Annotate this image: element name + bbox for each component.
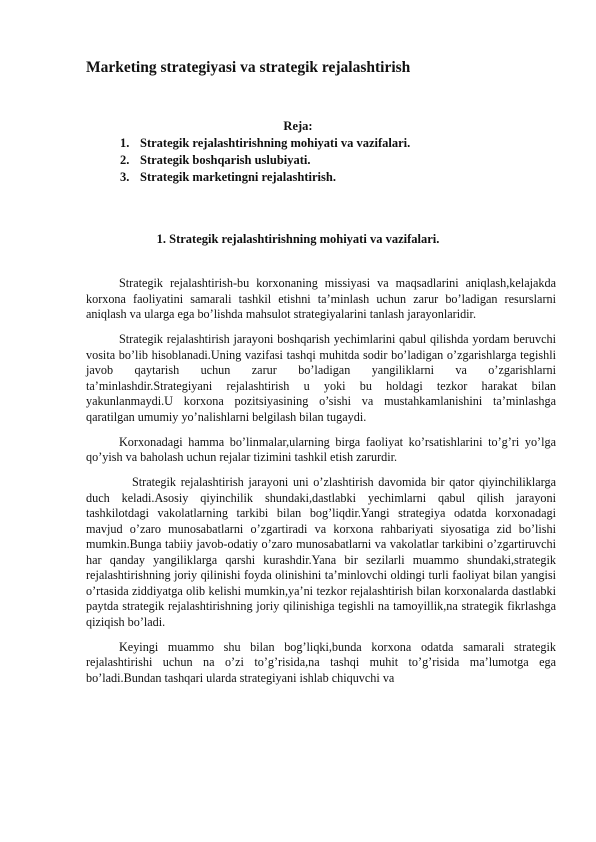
paragraph: Strategik rejalashtirish-bu korxonaning missiyasi va maqsadlarini aniqlash,kelajakda korxona faoliyatini samarali tashkil etishni ta’minlash uchun zarur bo’ladigan resurslarni aniqlash va ularga ega bo’lishda mahsulot strategiyalarini tanlash jarayonlaridir.: [86, 276, 556, 321]
plan-item: [120, 135, 410, 152]
paragraph: Strategik rejalashtirish jarayoni uni o’zlashtirish davomida bir qator qiyinchiliklarga duch keladi.Asosiy qiyinchilik shundaki,dastlabki yechimlarni qabul qilish jarayoni tashkilotdagi vakolatlarning tarkibi bilan bog’liqdir.Yangi strategiya odatda korxonadagi mavjud o’zaro munosabatlarni o’zgartiradi va korxona rahbariyati siyosatiga zid bo’lishi mumkin.Bunga tabiiy javob-odatiy o’zaro munosabatlarni va vakolatlar tarkibini o’zgartiruvchi har qanday yangiliklarga qarshi kurashdir.Yana bir sezilarli muammo shundaki,strategik rejalashtirishning joriy qilinishi foyda olinishini ta’minlovchi oldingi turli faoliyat bilan yangisi o’rtasida ziddiyatga olib kelishi mumkin,ya’ni tezkor rejalashtirish bilan korxonalarda dastlabki paytda strategik rejalashtirishning joriy qilinishiga tegishli na tamoyillik,na strategik fikrlashga qiziqish bo’ladi.: [86, 475, 556, 629]
paragraph: Keyingi muammo shu bilan bog’liqki,bunda korxona odatda samarali strategik rejalashtirishi uchun na o’zi to’g’risida,na tashqi muhit to’g’risida ma’lumotga ega bo’ladi.Bundan tashqari ularda strategiyani ishlab chiquvchi va: [86, 639, 556, 685]
plan-item: [120, 169, 410, 186]
paragraph: Strategik rejalashtirish jarayoni boshqarish yechimlarini qabul qilishda yordam beruvchi vosita bo’lib hisoblanadi.Uning vazifasi tashqi muhitda sodir bo’ladigan o’zgarishlarga tegishli javob qaytarish uchun zarur bo’ladigan yangiliklarni va o’zgarishlarni ta’minlashdir.Strategiyani rejalashtirish u yoki bu holdagi tezkor harakat bilan yakunlanmaydi.U korxona pozitsiyasining o’sishi va mustahkamlanishini ta’minlashga qaratilgan umumiy yo’nalishlarni belgilash bilan tugaydi.: [86, 332, 556, 424]
plan-item-text: Strategik rejalashtirishning mohiyati va vazifalari.: [140, 136, 411, 150]
body-text: [86, 276, 556, 696]
plan-item-number: 1.: [120, 136, 130, 150]
paragraph: Korxonadagi hamma bo’linmalar,ularning birga faoliyat ko’rsatishlarini to’g’ri yo’lga qo’yish va baholash uchun rejalar tizimini tashkil etish zarurdir.: [86, 434, 556, 464]
plan-item-number: 2.: [120, 153, 130, 167]
plan-heading: Reja:: [283, 119, 313, 133]
section-heading: 1. Strategik rejalashtirishning mohiyati va vazifalari.: [156, 232, 440, 246]
plan-item-text: Strategik marketingni rejalashtirish.: [140, 170, 336, 184]
document-title: Marketing strategiyasi va strategik rejalashtirish: [86, 59, 411, 76]
plan-item: [120, 152, 410, 169]
plan-list: [120, 135, 410, 186]
plan-item-number: 3.: [120, 170, 130, 184]
plan-item-text: Strategik boshqarish uslubiyati.: [140, 153, 311, 167]
